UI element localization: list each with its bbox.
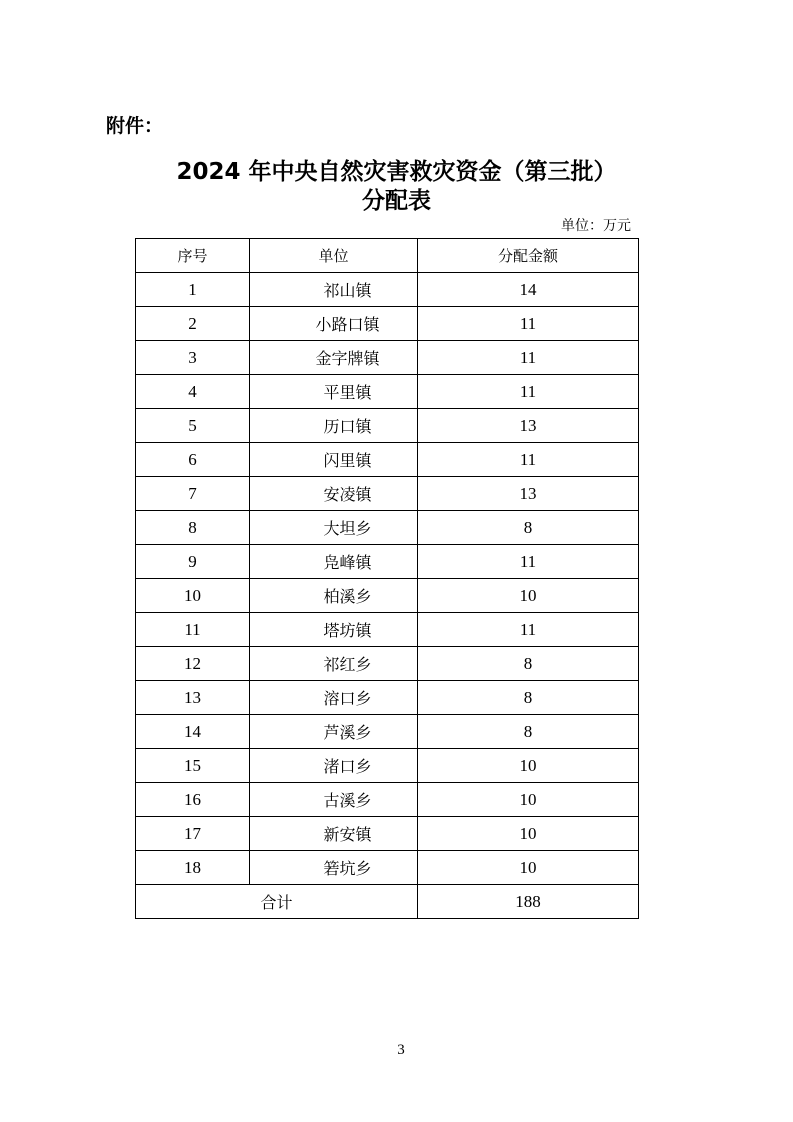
row-unit xyxy=(250,341,418,375)
table-row xyxy=(136,749,639,783)
table-row xyxy=(136,817,639,851)
row-unit-label: 祁红乡 xyxy=(323,655,372,674)
unit-note: 单位：万元 xyxy=(561,218,631,234)
table-row xyxy=(136,783,639,817)
row-serial: 13 xyxy=(136,681,250,715)
table-row xyxy=(136,579,639,613)
row-unit-label: 溶口乡 xyxy=(323,689,372,708)
row-amount: 11 xyxy=(418,341,639,375)
row-amount: 11 xyxy=(418,375,639,409)
row-amount: 13 xyxy=(418,477,639,511)
row-amount: 10 xyxy=(418,579,639,613)
row-unit-label: 金字牌镇 xyxy=(315,349,380,368)
row-serial: 8 xyxy=(136,511,250,545)
row-serial: 2 xyxy=(136,307,250,341)
row-serial: 9 xyxy=(136,545,250,579)
row-unit-label: 古溪乡 xyxy=(323,791,372,810)
row-unit-label: 大坦乡 xyxy=(323,519,372,538)
table-row xyxy=(136,341,639,375)
row-unit xyxy=(250,749,418,783)
row-amount: 11 xyxy=(418,545,639,579)
row-unit-label: 塔坊镇 xyxy=(323,621,372,640)
row-amount: 8 xyxy=(418,511,639,545)
row-unit-label: 平里镇 xyxy=(323,383,372,402)
row-serial: 17 xyxy=(136,817,250,851)
attachment-label: 附件： xyxy=(106,115,164,137)
row-amount: 10 xyxy=(418,817,639,851)
row-amount: 11 xyxy=(418,613,639,647)
allocation-table xyxy=(135,238,639,919)
table-row xyxy=(136,715,639,749)
row-unit xyxy=(250,783,418,817)
header-serial: 序号 xyxy=(136,239,250,273)
row-amount: 8 xyxy=(418,681,639,715)
row-unit-label: 芦溪乡 xyxy=(323,723,372,742)
row-unit-label: 凫峰镇 xyxy=(323,553,372,572)
row-unit xyxy=(250,443,418,477)
page-number: 3 xyxy=(397,1042,405,1058)
row-unit xyxy=(250,409,418,443)
row-unit xyxy=(250,647,418,681)
row-unit-label: 渚口乡 xyxy=(323,757,372,776)
header-unit: 单位 xyxy=(250,239,418,273)
row-amount: 10 xyxy=(418,783,639,817)
table-header-row xyxy=(136,239,639,273)
row-serial: 11 xyxy=(136,613,250,647)
row-amount: 14 xyxy=(418,273,639,307)
table-row xyxy=(136,409,639,443)
total-amount: 188 xyxy=(418,885,639,919)
row-unit xyxy=(250,613,418,647)
table-row xyxy=(136,681,639,715)
table-row xyxy=(136,307,639,341)
row-unit-label: 箬坑乡 xyxy=(323,859,372,878)
document-title: 2024 年中央自然灾害救灾资金（第三批） xyxy=(176,159,617,185)
row-serial: 1 xyxy=(136,273,250,307)
row-unit-label: 柏溪乡 xyxy=(323,587,372,606)
row-serial: 14 xyxy=(136,715,250,749)
row-amount: 13 xyxy=(418,409,639,443)
row-unit xyxy=(250,579,418,613)
row-unit-label: 新安镇 xyxy=(323,825,372,844)
row-amount: 11 xyxy=(418,307,639,341)
row-serial: 15 xyxy=(136,749,250,783)
row-unit xyxy=(250,817,418,851)
table-row xyxy=(136,545,639,579)
row-serial: 7 xyxy=(136,477,250,511)
table-row xyxy=(136,477,639,511)
row-unit xyxy=(250,511,418,545)
row-serial: 10 xyxy=(136,579,250,613)
row-unit-label: 小路口镇 xyxy=(315,315,380,334)
total-label: 合计 xyxy=(136,885,418,919)
table-row xyxy=(136,511,639,545)
table-row xyxy=(136,613,639,647)
table-row xyxy=(136,375,639,409)
table-row xyxy=(136,647,639,681)
document-title-line2: 分配表 xyxy=(362,188,431,214)
total-row xyxy=(136,885,639,919)
row-unit-label: 历口镇 xyxy=(323,417,372,436)
row-amount: 11 xyxy=(418,443,639,477)
row-serial: 4 xyxy=(136,375,250,409)
row-serial: 16 xyxy=(136,783,250,817)
row-unit xyxy=(250,477,418,511)
row-serial: 12 xyxy=(136,647,250,681)
row-serial: 3 xyxy=(136,341,250,375)
row-amount: 8 xyxy=(418,647,639,681)
row-unit xyxy=(250,545,418,579)
row-unit-label: 安凌镇 xyxy=(323,485,372,504)
row-unit-label: 闪里镇 xyxy=(323,451,372,470)
row-unit xyxy=(250,307,418,341)
table-row xyxy=(136,443,639,477)
header-amount: 分配金额 xyxy=(418,239,639,273)
row-amount: 8 xyxy=(418,715,639,749)
row-serial: 5 xyxy=(136,409,250,443)
row-unit xyxy=(250,851,418,885)
row-amount: 10 xyxy=(418,749,639,783)
row-serial: 6 xyxy=(136,443,250,477)
row-amount: 10 xyxy=(418,851,639,885)
row-unit xyxy=(250,681,418,715)
table-row xyxy=(136,273,639,307)
row-unit-label: 祁山镇 xyxy=(323,281,372,300)
row-serial: 18 xyxy=(136,851,250,885)
row-unit xyxy=(250,375,418,409)
row-unit xyxy=(250,715,418,749)
table-row xyxy=(136,851,639,885)
row-unit xyxy=(250,273,418,307)
